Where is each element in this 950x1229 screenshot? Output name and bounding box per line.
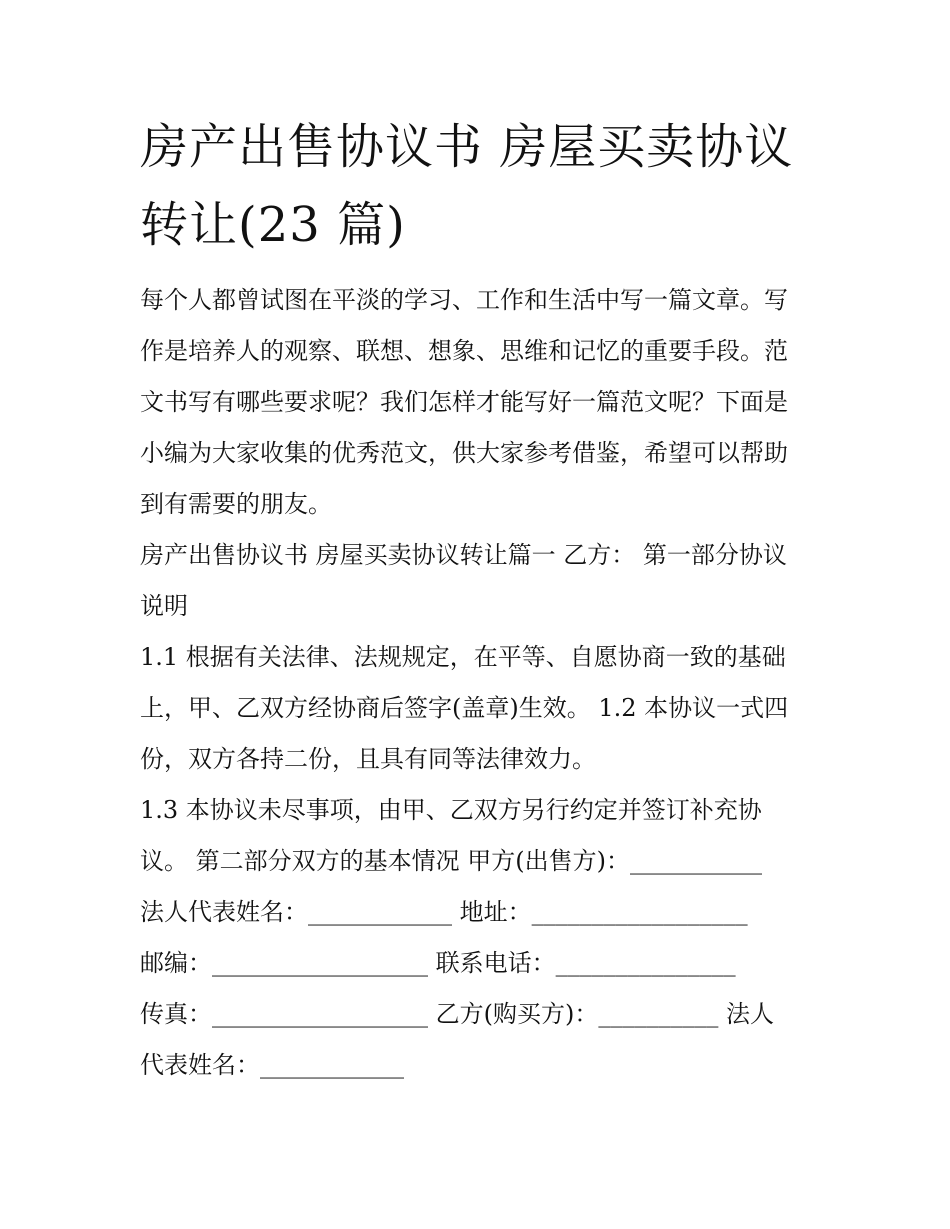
paragraph-line: 到有需要的朋友。 (140, 490, 332, 518)
paragraph-line: 议。 第二部分双方的基本情况 甲方(出售方)：___________ (140, 847, 762, 875)
paragraph-line: 小编为大家收集的优秀范文，供大家参考借鉴，希望可以帮助 (140, 439, 788, 467)
paragraph-line: 法人代表姓名：____________ 地址：__________________ (140, 898, 748, 926)
paragraph-line: 传真：__________________ 乙方(购买方)：__________ 法人 (140, 1000, 774, 1028)
title-line: 房产出售协议书 房屋买卖协议 (140, 119, 794, 175)
paragraph-line: 房产出售协议书 房屋买卖协议转让篇一 乙方： 第一部分协议 (140, 541, 787, 569)
document-title (140, 108, 830, 264)
paragraph-line: 作是培养人的观察、联想、想象、思维和记忆的重要手段。范 (140, 337, 788, 365)
paragraph-line: 文书写有哪些要求呢？我们怎样才能写好一篇范文呢？下面是 (140, 388, 788, 416)
paragraph-line: 邮编：__________________ 联系电话：_______________ (140, 949, 736, 977)
paragraph-line: 说明 (140, 592, 188, 620)
paragraph-line: 每个人都曾试图在平淡的学习、工作和生活中写一篇文章。写 (140, 286, 788, 314)
title-line: 转让(23 篇) (140, 197, 406, 253)
paragraph-line: 1.3 本协议未尽事项，由甲、乙双方另行约定并签订补充协 (140, 796, 762, 824)
paragraph-line: 份，双方各持二份，且具有同等法律效力。 (140, 745, 596, 773)
paragraph-line: 代表姓名：____________ (140, 1051, 404, 1079)
paragraph-line: 1.1 根据有关法律、法规规定，在平等、自愿协商一致的基础 (140, 643, 786, 671)
paragraph-line: 上，甲、乙双方经协商后签字(盖章)生效。 1.2 本协议一式四 (140, 694, 789, 722)
